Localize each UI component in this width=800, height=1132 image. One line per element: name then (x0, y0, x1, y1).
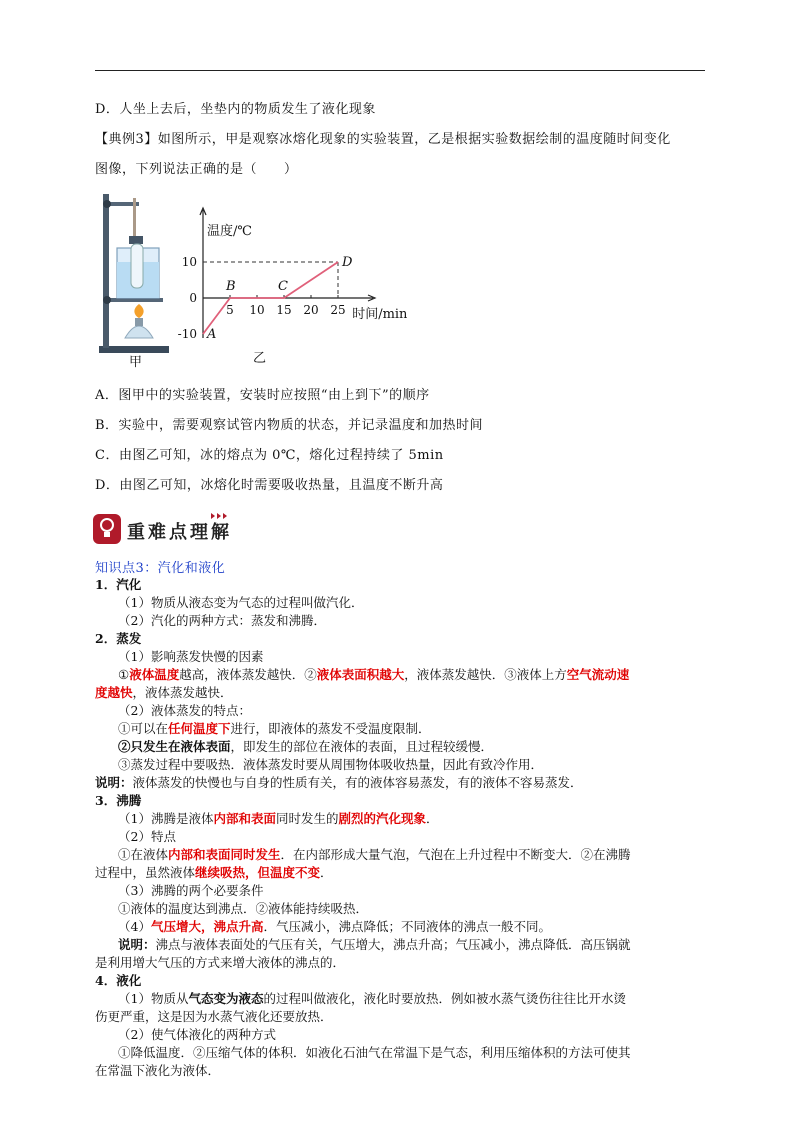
option-a: A．图甲中的实验装置，安装时应按照“由上到下”的顺序 (95, 388, 430, 403)
s2-note: 说明：液体蒸发的快慢也与自身的性质有关，有的液体容易蒸发，有的液体不容易蒸发． (95, 775, 583, 790)
s3-line4: 过程中，虽然液体继续吸热，但温度不变． (95, 865, 333, 880)
s2-line7: ③蒸发过程中要吸热．液体蒸发时要从周围物体吸收热量，因此有致冷作用． (118, 757, 544, 772)
s2-line1: （1）影响蒸发快慢的因素 (118, 649, 264, 664)
label-jia: 甲 (129, 355, 143, 368)
s4-line4: ①降低温度．②压缩气体的体积．如液化石油气在常温下是气态，利用压缩体积的方法可使其 (118, 1045, 631, 1060)
example-figure (95, 188, 415, 368)
y-axis-label: 温度/℃ (207, 224, 252, 239)
prev-option-d: D．人坐上去后，坐垫内的物质发生了液化现象 (95, 102, 376, 117)
s2-line3: 度越快，液体蒸发越快． (95, 685, 233, 700)
s3-line9: 是利用增大气压的方式来增大液体的沸点的． (95, 955, 346, 970)
point-label-a: A (207, 327, 217, 342)
option-d: D．由图乙可知，冰熔化时需要吸收热量，且温度不断升高 (95, 478, 444, 493)
s3-heading: 3．沸腾 (95, 793, 142, 808)
x-tick-label: 15 (276, 303, 292, 317)
apparatus-illustration (99, 194, 169, 353)
y-tick-label: -10 (177, 327, 197, 341)
s3-line1: （1）沸腾是液体内部和表面同时发生的剧烈的汽化现象． (118, 811, 439, 826)
s1-heading: 1．汽化 (95, 577, 142, 592)
s3-line7: （4）气压增大，沸点升高．气压减小，沸点降低；不同液体的沸点一般不同。 (118, 919, 551, 934)
option-c: C．由图乙可知，冰的熔点为 0℃，熔化过程持续了 5min (95, 448, 444, 463)
option-b: B．实验中，需要观察试管内物质的状态，并记录温度和加热时间 (95, 418, 484, 433)
s4-line5: 在常温下液化为液体． (95, 1063, 221, 1078)
s2-line6: ②只发生在液体表面，即发生的部位在液体的表面，且过程较缓慢． (118, 739, 494, 754)
s4-line2: 伤更严重，这是因为水蒸气液化还要放热． (95, 1009, 333, 1024)
s3-line3: ①在液体内部和表面同时发生．在内部形成大量气泡，气泡在上升过程中不断变大．②在沸腾 (118, 847, 631, 862)
s2-line5: ①可以在任何温度下进行，即液体的蒸发不受温度限制． (118, 721, 431, 736)
example-stem-line1: 【典例3】如图所示，甲是观察冰熔化现象的实验装置，乙是根据实验数据绘制的温度随时间变化 (95, 132, 671, 147)
s2-heading: 2．蒸发 (95, 631, 142, 646)
s3-line8: 说明：沸点与液体表面处的气压有关，气压增大，沸点升高；气压减小，沸点降低．高压锅就 (118, 937, 631, 952)
temperature-time-chart (178, 208, 408, 342)
s3-line5: （3）沸腾的两个必要条件 (118, 883, 264, 898)
x-tick-label: 20 (303, 303, 319, 317)
label-yi: 乙 (253, 351, 267, 366)
s4-heading: 4．液化 (95, 973, 142, 988)
x-tick-label: 25 (330, 303, 346, 317)
y-tick-label: 0 (189, 291, 197, 305)
s1-line1: （1）物质从液态变为气态的过程叫做汽化． (118, 595, 364, 610)
s1-line2: （2）汽化的两种方式：蒸发和沸腾． (118, 613, 326, 628)
point-label-c: C (278, 279, 288, 294)
example-stem-line2: 图像，下列说法正确的是（ ） (95, 162, 298, 177)
banner-title: 重难点理解 (127, 522, 232, 543)
s3-line6: ①液体的温度达到沸点．②液体能持续吸热． (118, 901, 369, 916)
point-label-b: B (226, 279, 236, 294)
s4-line3: （2）使气体液化的两种方式 (118, 1027, 276, 1042)
section-title: 知识点3：汽化和液化 (95, 561, 226, 576)
x-tick-label: 10 (249, 303, 265, 317)
s2-line2: ①液体温度越高，液体蒸发越快．②液体表面积越大，液体蒸发越快．③液体上方空气流动速 (118, 667, 630, 682)
header-rule (95, 70, 705, 71)
y-tick-label: 10 (181, 255, 197, 269)
section-banner (93, 512, 243, 546)
point-label-d: D (342, 255, 353, 270)
s4-line1: （1）物质从气态变为液态的过程叫做液化，液化时要放热．例如被水蒸气烫伤往往比开水烫 (118, 991, 626, 1006)
s3-line2: （2）特点 (118, 829, 176, 844)
x-tick-label: 5 (226, 303, 234, 317)
x-axis-label: 时间/min (352, 307, 408, 322)
s2-line4: （2）液体蒸发的特点： (118, 703, 251, 718)
